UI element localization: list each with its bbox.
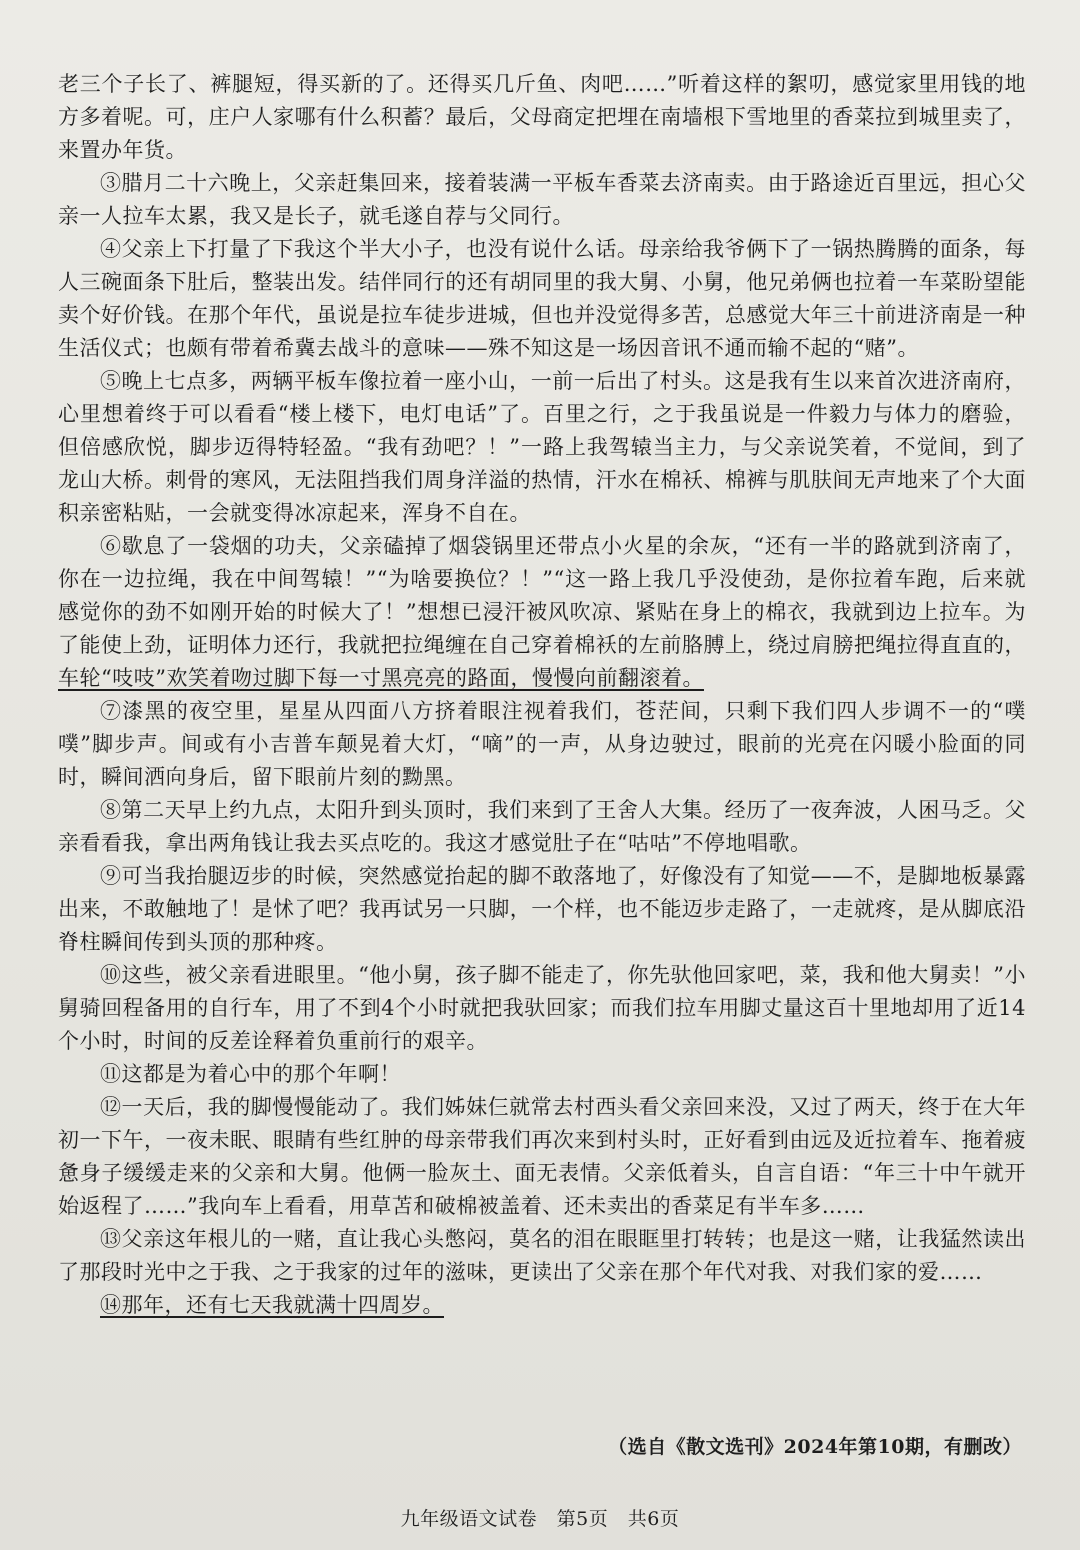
- paragraph-4: ④父亲上下打量了下我这个半大小子，也没有说什么话。母亲给我爷俩下了一锅热腾腾的面条，每人三碗面条下肚后，整装出发。结伴同行的还有胡同里的我大舅、小舅，他兄弟俩也拉着一车菜盼望能卖个好价钱。在那个年代，虽说是拉车徒步进城，但也并没觉得多苦，总感觉大年三十前进济南是一种生活仪式；也颇有带着希冀去战斗的意味——殊不知这是一场因音讯不通而输不起的“赌”。: [58, 237, 1026, 360]
- page-footer: 九年级语文试卷 第5页 共6页: [400, 1508, 680, 1530]
- paragraph-7: ⑦漆黑的夜空里，星星从四面八方挤着眼注视着我们，苍茫间，只剩下我们四人步调不一的“噗噗”脚步声。间或有小吉普车颠晃着大灯，“嘀”的一声，从身边驶过，眼前的光亮在闪暖小脸面的同时，瞬间洒向身后，留下眼前片刻的黝黑。: [58, 699, 1026, 789]
- paragraph-3: ③腊月二十六晚上，父亲赶集回来，接着装满一平板车香菜去济南卖。由于路途近百里远，担心父亲一人拉车太累，我又是长子，就毛遂自荐与父同行。: [58, 171, 1026, 228]
- paragraph-10: ⑩这些，被父亲看进眼里。“他小舅，孩子脚不能走了，你先驮他回家吧，菜，我和他大舅卖！”小舅骑回程备用的自行车，用了不到4个小时就把我驮回家；而我们拉车用脚丈量这百十里地却用了近14个小时，时间的反差诠释着负重前行的艰辛。: [58, 963, 1026, 1053]
- paragraph-continuation: 老三个子长了、裤腿短，得买新的了。还得买几斤鱼、肉吧……”听着这样的絮叨，感觉家里用钱的地方多着呢。可，庄户人家哪有什么积蓄？最后，父母商定把埋在南墙根下雪地里的香菜拉到城里卖了，来置办年货。: [58, 72, 1026, 162]
- article-body: [58, 68, 1026, 1322]
- paragraph-14: [58, 1289, 1026, 1322]
- paragraph-6-text: ⑥歇息了一袋烟的功夫，父亲磕掉了烟袋锅里还带点小火星的余灰，“还有一半的路就到济南了，你在一边拉绳，我在中间驾辕！”“为啥要换位？！”“这一路上我几乎没使劲，是你拉着车跑，后来就感觉你的劲不如刚开始的时候大了！”想想已浸汗被风吹凉、紧贴在身上的棉衣，我就到边上拉车。为了能使上劲，证明体力还行，我就把拉绳缠在自己穿着棉袄的左前胳膊上，绕过肩膀把绳拉得直直的，: [58, 534, 1026, 657]
- paragraph-8: ⑧第二天早上约九点，太阳升到头顶时，我们来到了王舍人大集。经历了一夜奔波，人困马乏。父亲看看我，拿出两角钱让我去买点吃的。我这才感觉肚子在“咕咕”不停地唱歌。: [58, 798, 1026, 855]
- paragraph-5: ⑤晚上七点多，两辆平板车像拉着一座小山，一前一后出了村头。这是我有生以来首次进济南府，心里想着终于可以看看“楼上楼下，电灯电话”了。百里之行，之于我虽说是一件毅力与体力的磨验，但倍感欣悦，脚步迈得特轻盈。“我有劲吧？！”一路上我驾辕当主力，与父亲说笑着，不觉间，到了龙山大桥。刺骨的寒风，无法阻挡我们周身洋溢的热情，汗水在棉袄、棉裤与肌肤间无声地来了个大面积亲密粘贴，一会就变得冰凉起来，浑身不自在。: [58, 369, 1026, 525]
- underlined-final-sentence: ⑭那年，还有七天我就满十四周岁。: [100, 1293, 444, 1317]
- paragraph-9: ⑨可当我抬腿迈步的时候，突然感觉抬起的脚不敢落地了，好像没有了知觉——不，是脚地板暴露出来，不敢触地了！是怵了吧？我再试另一只脚，一个样，也不能迈步走路了，一走就疼，是从脚底沿脊柱瞬间传到头顶的那种疼。: [58, 864, 1026, 954]
- paragraph-13: ⑬父亲这年根儿的一赌，直让我心头憋闷，莫名的泪在眼眶里打转转；也是这一赌，让我猛然读出了那段时光中之于我、之于我家的过年的滋味，更读出了父亲在那个年代对我、对我们家的爱……: [58, 1227, 1026, 1284]
- source-citation: （选自《散文选刊》2024年第10期，有删改）: [608, 1436, 1022, 1458]
- paragraph-12: ⑫一天后，我的脚慢慢能动了。我们姊妹仨就常去村西头看父亲回来没，又过了两天，终于在大年初一下午，一夜未眠、眼睛有些红肿的母亲带我们再次来到村头时，正好看到由远及近拉着车、拖着疲惫身子缓缓走来的父亲和大舅。他俩一脸灰土、面无表情。父亲低着头，自言自语：“年三十中午就开始返程了……”我向车上看看，用草苫和破棉被盖着、还未卖出的香菜足有半车多……: [58, 1095, 1026, 1218]
- paragraph-11: ⑪这都是为着心中的那个年啊！: [100, 1062, 401, 1086]
- paragraph-6: [58, 530, 1026, 695]
- underlined-sentence: 车轮“吱吱”欢笑着吻过脚下每一寸黑亮亮的路面，慢慢向前翻滚着。: [58, 666, 704, 690]
